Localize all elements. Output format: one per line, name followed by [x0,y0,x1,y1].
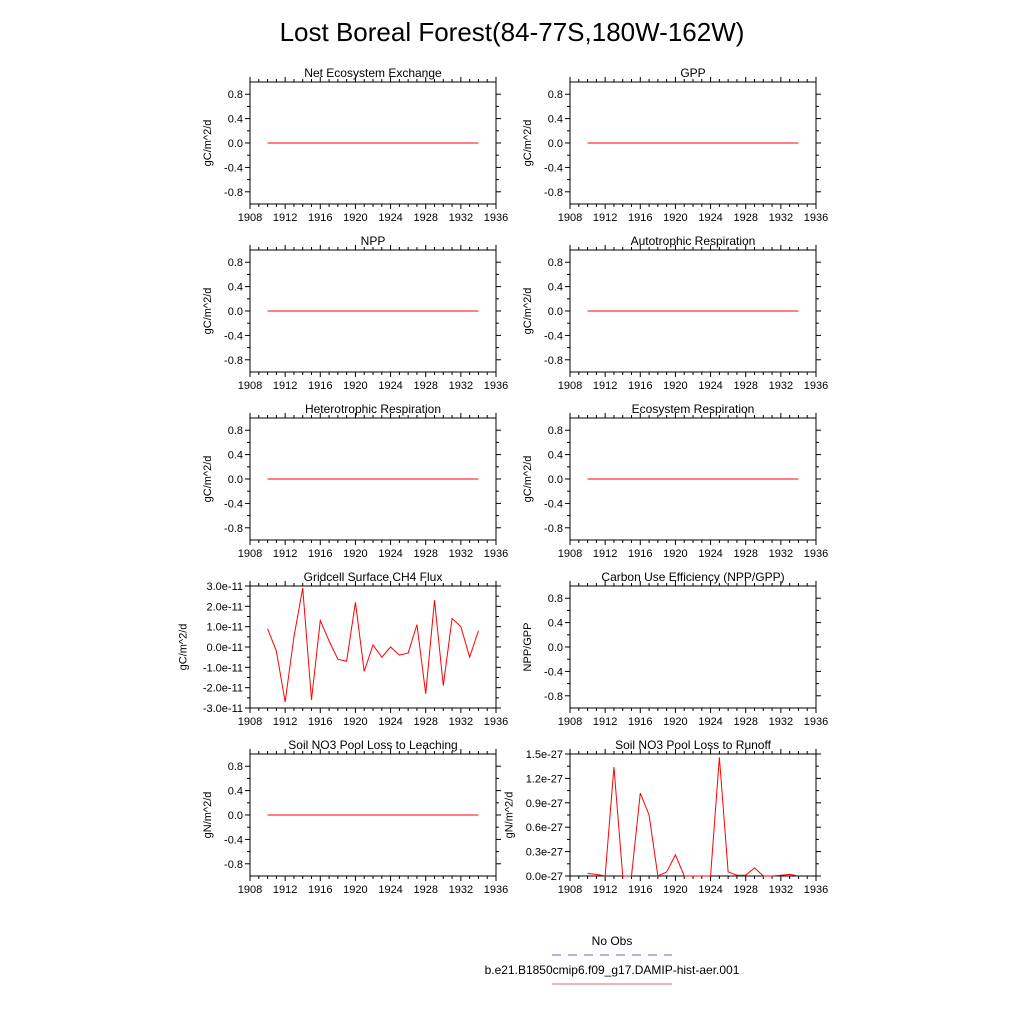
x-tick-label: 1916 [308,548,333,560]
y-tick-label: 0.8 [547,425,563,438]
x-tick-label: 1924 [378,548,403,560]
x-tick-label: 1932 [768,212,794,224]
x-tick-label: 1936 [803,716,829,728]
x-tick-label: 1928 [413,380,438,392]
x-tick-label: 1908 [237,212,263,224]
x-tick-label: 1932 [448,716,474,728]
series-line [588,757,799,876]
x-tick-label: 1908 [237,548,263,560]
y-tick-label: 0.4 [227,785,243,798]
x-tick-label: 1912 [592,716,618,728]
x-tick-label: 1916 [308,884,333,896]
x-tick-label: 1912 [592,548,618,560]
y-tick-label: 0.0 [547,474,563,486]
y-axis-label: gC/m^2/d [522,455,535,503]
y-tick-label: 0.4 [547,617,563,630]
y-tick-label: -0.4 [224,498,243,511]
x-tick-label: 1912 [272,380,298,392]
x-tick-label: 1936 [803,548,829,560]
x-tick-label: 1916 [308,212,333,224]
x-tick-label: 1920 [663,212,688,224]
x-tick-label: 1936 [803,212,829,224]
y-axis-label: gC/m^2/d [202,455,215,503]
y-tick-label: -0.4 [544,498,563,511]
y-axis-label: gN/m^2/d [503,791,516,839]
x-tick-label: 1912 [272,212,298,224]
y-axis-label: gC/m^2/d [177,623,190,671]
x-tick-label: 1916 [628,716,653,728]
y-axis-label: gC/m^2/d [522,287,535,335]
y-tick-label: 2.0e-11 [206,601,243,614]
panel [202,738,508,896]
figure-title: Lost Boreal Forest(84-77S,180W-162W) [279,17,745,47]
y-tick-label: 0.0 [547,138,563,150]
x-tick-label: 1912 [272,716,298,728]
y-tick-label: -0.8 [544,186,563,199]
x-tick-label: 1924 [378,884,403,896]
y-tick-label: -0.8 [544,690,563,703]
y-tick-label: 1.2e-27 [525,773,563,786]
y-tick-label: -0.4 [544,666,563,679]
x-tick-label: 1924 [698,380,723,392]
y-tick-label: -0.8 [544,354,563,367]
x-tick-label: 1928 [413,548,438,560]
y-axis-label: gC/m^2/d [202,119,215,167]
panel [522,66,828,224]
x-tick-label: 1916 [628,548,653,560]
y-tick-label: 0.4 [227,113,243,126]
x-tick-label: 1936 [483,884,509,896]
x-tick-label: 1928 [733,212,758,224]
x-tick-label: 1932 [768,548,794,560]
x-tick-label: 1928 [733,380,758,392]
plot-frame [570,586,816,708]
x-tick-label: 1932 [448,548,474,560]
panel-title: GPP [680,66,706,80]
x-tick-label: 1908 [557,212,583,224]
y-axis-label: gC/m^2/d [202,287,215,335]
y-tick-label: 0.8 [227,425,243,438]
x-tick-label: 1920 [343,380,368,392]
y-tick-label: 0.6e-27 [525,822,563,835]
y-tick-label: -0.4 [544,162,563,175]
y-tick-label: -0.8 [224,186,243,199]
panel-title: Gridcell Surface CH4 Flux [303,570,443,584]
x-tick-label: 1912 [592,884,618,896]
x-tick-label: 1924 [378,716,403,728]
x-tick-label: 1928 [733,716,758,728]
panel [522,402,828,560]
y-tick-label: 1.0e-11 [206,621,243,634]
panel [177,570,508,728]
x-tick-label: 1924 [698,212,723,224]
y-tick-label: 0.0e-27 [525,871,563,883]
y-tick-label: 0.8 [227,761,243,774]
panel [522,234,828,392]
y-axis-label: gN/m^2/d [202,791,215,839]
y-tick-label: -0.4 [224,834,243,847]
x-tick-label: 1908 [557,716,583,728]
x-tick-label: 1916 [308,380,333,392]
x-tick-label: 1908 [237,380,263,392]
y-tick-label: -0.4 [544,330,563,343]
x-tick-label: 1936 [803,884,829,896]
x-tick-label: 1908 [237,884,263,896]
x-tick-label: 1916 [628,212,653,224]
x-tick-label: 1916 [628,884,653,896]
y-tick-label: 0.4 [547,113,563,126]
y-tick-label: 0.8 [547,89,563,102]
panel [202,66,508,224]
x-tick-label: 1908 [557,884,583,896]
y-axis-label: gC/m^2/d [522,119,535,167]
y-tick-label: 0.0 [547,306,563,318]
y-tick-label: 1.5e-27 [525,749,563,761]
x-tick-label: 1920 [663,548,688,560]
x-tick-label: 1912 [272,884,298,896]
y-tick-label: 3.0e-11 [206,581,243,593]
y-tick-label: 0.8 [547,257,563,270]
panel-title: Ecosystem Respiration [631,402,755,416]
x-tick-label: 1928 [413,212,438,224]
legend-model-label: b.e21.B1850cmip6.f09_g17.DAMIP-hist-aer.001 [484,963,740,977]
x-tick-label: 1932 [768,884,794,896]
y-tick-label: -1.0e-11 [202,662,243,675]
y-tick-label: 0.0 [547,642,563,654]
legend-obs-label: No Obs [591,934,633,948]
y-tick-label: 0.3e-27 [525,846,563,859]
y-tick-label: -0.8 [224,522,243,535]
x-tick-label: 1936 [483,716,509,728]
y-tick-label: -3.0e-11 [202,703,243,715]
x-tick-label: 1924 [698,884,723,896]
y-tick-label: -0.8 [224,858,243,871]
x-tick-label: 1932 [768,380,794,392]
y-tick-label: -0.8 [224,354,243,367]
x-tick-label: 1932 [448,212,474,224]
x-tick-label: 1916 [628,380,653,392]
y-tick-label: 0.8 [547,593,563,606]
x-tick-label: 1920 [663,884,688,896]
x-tick-label: 1924 [698,548,723,560]
panel [522,570,828,728]
panel-title: NPP [360,234,386,248]
x-tick-label: 1928 [413,884,438,896]
x-tick-label: 1932 [448,884,474,896]
panel-title: Net Ecosystem Exchange [304,66,442,80]
x-tick-label: 1936 [803,380,829,392]
x-tick-label: 1936 [483,380,509,392]
x-tick-label: 1932 [768,716,794,728]
panel [504,738,829,896]
y-tick-label: -0.4 [224,162,243,175]
x-tick-label: 1936 [483,548,509,560]
y-tick-label: 0.8 [227,257,243,270]
y-tick-label: -0.8 [544,522,563,535]
x-tick-label: 1912 [592,380,618,392]
x-tick-label: 1920 [663,380,688,392]
x-tick-label: 1924 [378,380,403,392]
x-tick-label: 1908 [557,380,583,392]
panel-title: Carbon Use Efficiency (NPP/GPP) [601,570,785,584]
y-tick-label: 0.4 [547,281,563,294]
panels [177,66,828,896]
x-tick-label: 1920 [343,716,368,728]
x-tick-label: 1912 [592,212,618,224]
x-tick-label: 1932 [448,380,474,392]
y-tick-label: 0.0e-11 [206,642,243,654]
panel [202,402,508,560]
legend [485,934,740,984]
y-tick-label: 0.0 [227,810,243,822]
panel-title: Soil NO3 Pool Loss to Runoff [615,738,771,752]
x-tick-label: 1928 [413,716,438,728]
y-tick-label: 0.0 [227,474,243,486]
x-tick-label: 1920 [343,884,368,896]
x-tick-label: 1924 [378,212,403,224]
y-tick-label: 0.4 [227,281,243,294]
x-tick-label: 1908 [557,548,583,560]
panel-title: Heterotrophic Respiration [304,402,442,416]
x-tick-label: 1928 [733,884,758,896]
y-tick-label: 0.8 [227,89,243,102]
y-tick-label: 0.4 [227,449,243,462]
y-tick-label: -2.0e-11 [202,682,243,695]
x-tick-label: 1920 [663,716,688,728]
y-tick-label: 0.4 [547,449,563,462]
x-tick-label: 1916 [308,716,333,728]
x-tick-label: 1936 [483,212,509,224]
panel-title: Soil NO3 Pool Loss to Leaching [288,738,458,752]
panel [202,234,508,392]
y-tick-label: -0.4 [224,330,243,343]
x-tick-label: 1924 [698,716,723,728]
x-tick-label: 1928 [733,548,758,560]
y-axis-label: NPP/GPP [522,622,535,672]
x-tick-label: 1920 [343,548,368,560]
y-tick-label: 0.9e-27 [525,797,563,810]
panel-title: Autotrophic Respiration [630,234,756,248]
y-tick-label: 0.0 [227,138,243,150]
x-tick-label: 1912 [272,548,298,560]
y-tick-label: 0.0 [227,306,243,318]
x-tick-label: 1920 [343,212,368,224]
series-line [268,588,479,702]
x-tick-label: 1908 [237,716,263,728]
